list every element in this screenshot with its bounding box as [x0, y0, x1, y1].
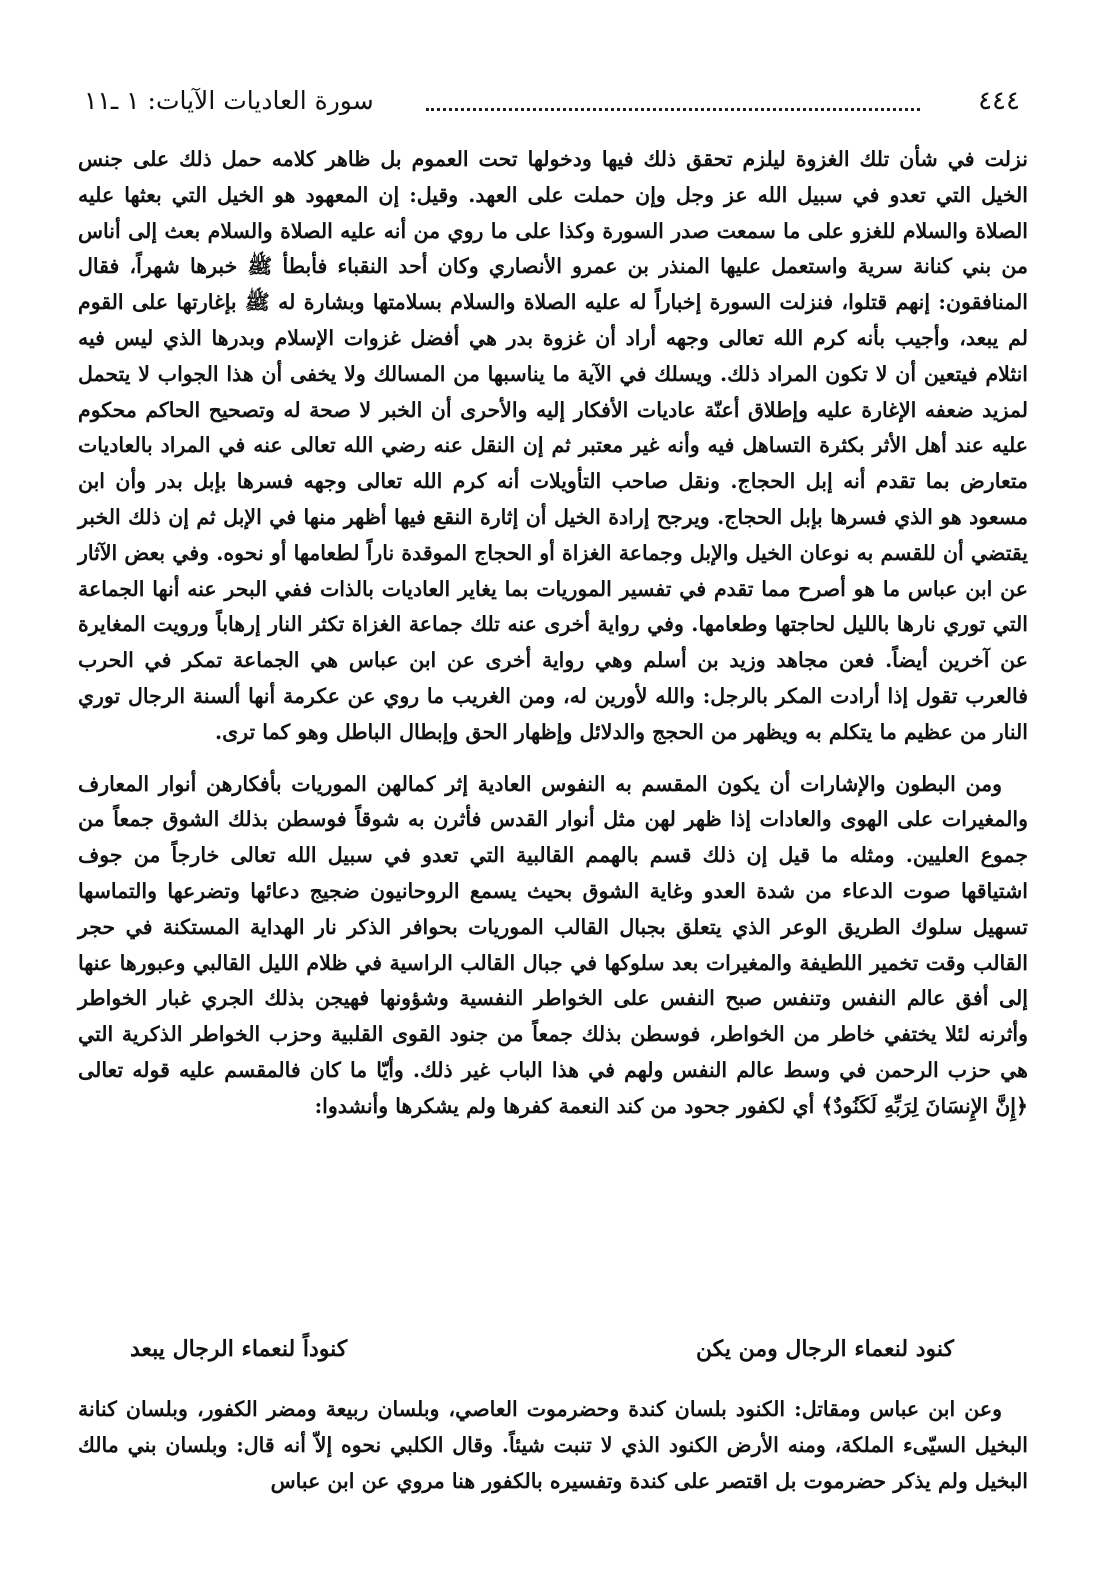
paragraph-1: نزلت في شأن تلك الغزوة ليلزم تحقق ذلك فيها ودخولها تحت العموم بل ظاهر كلامه حمل ذلك على جنس الخيل التي تعدو في سبيل الله عز وجل وإن حملت على العهد. وقيل: إن المعهود هو الخيل التي بعثها عليه الصلاة والسلام للغزو على ما سمعت صدر السورة وكذا على ما روي من أنه عليه الصلاة والسلام بعث إلى أناس من بني كنانة سرية واستعمل عليها المنذر بن عمرو الأنصاري وكان أحد النقباء فأبطأ ﷺ خبرها شهراً، فقال المنافقون: إنهم قتلوا، فنزلت السورة إخباراً له عليه الصلاة والسلام بسلامتها وبشارة له ﷺ بإغارتها على القوم لم يبعد، وأجيب بأنه كرم الله تعالى وجهه أراد أن غزوة بدر هي أفضل غزوات الإسلام وبدرها الذي ليس فيه انثلام فيتعين أن لا تكون المراد ذلك. ويسلك في الآية ما يناسبها من المسالك ولا يخفى أن هذا الجواب لا يتحمل لمزيد ضعفه الإغارة عليه وإطلاق أعنّة عاديات الأفكار إليه والأحرى أن الخبر لا صحة له وتصحيح الحاكم محكوم عليه عند أهل الأثر بكثرة التساهل فيه وأنه غير معتبر ثم إن النقل عنه رضي الله تعالى عنه في المراد بالعاديات متعارض بما تقدم أنه إبل الحجاج. ونقل صاحب التأويلات أنه كرم الله تعالى وجهه فسرها بإبل بدر وأن ابن مسعود هو الذي فسرها بإبل الحجاج. ويرجح إرادة الخيل أن إثارة النقع فيها أظهر منها في الإبل ثم إن ذلك الخبر يقتضي أن للقسم به نوعان الخيل والإبل وجماعة الغزاة أو الحجاج الموقدة ناراً لطعامها أو نحوه. وفي بعض الآثار عن ابن عباس ما هو أصرح مما تقدم في تفسير الموريات بما يغاير العاديات بالذات ففي البحر عنه أنها الجماعة التي توري نارها بالليل لحاجتها وطعامها. وفي رواية أخرى عنه تلك جماعة الغزاة تكثر النار إرهاباً ورويت المغايرة عن آخرين أيضاً. فعن مجاهد وزيد بن أسلم وهي رواية أخرى عن ابن عباس هي الجماعة تمكر في الحرب فالعرب تقول إذا أرادت المكر بالرجل: والله لأورين له، ومن الغريب ما روي عن عكرمة أنها ألسنة الرجال توري النار من عظيم ما يتكلم به ويظهر من الحجج والدلائل وإظهار الحق وإبطال الباطل وهو كما ترى.	[78, 147, 1028, 744]
verse-first-hemistich: كنود لنعماء الرجال ومن يكن	[695, 1336, 954, 1362]
quran-verse: ﴿إِنَّ الإِنسَانَ لِرَبِّهِ لَكَنُودٌ﴾	[821, 1093, 1028, 1118]
page-header	[78, 82, 1028, 122]
paragraph-2	[78, 767, 1028, 1125]
verse-second-hemistich: كنوداً لنعماء الرجال يبعد	[130, 1336, 348, 1362]
main-text	[78, 142, 1028, 1125]
poetry-verse	[130, 1330, 954, 1374]
running-title: سورة العاديات الآيات: ١ ـ١١	[84, 86, 374, 115]
closing-text	[78, 1392, 1028, 1499]
page-number: ٤٤٤	[978, 86, 1020, 116]
paragraph-2-text: ومن البطون والإشارات أن يكون المقسم به النفوس العادية إثر كمالهن الموريات بأفكارهن أنوار المعارف والمغيرات على الهوى والعادات إذا ظهر لهن مثل أنوار القدس فأثرن به شوقاً فوسطن بذلك الشوق جمعاً من جموع العليين. ومثله ما قيل إن ذلك قسم بالهمم القالبية التي تعدو في سبيل الله تعالى خارجاً من جوف اشتياقها صوت الدعاء من شدة العدو وغاية الشوق بحيث يسمع الروحانيون ضجيج دعائها وتضرعها والتماسها تسهيل سلوك الطريق الوعر الذي يتعلق بجبال القالب الموريات بحوافر الذكر نار الهداية المستكنة في حجر القالب وقت تخمير اللطيفة والمغيرات بعد سلوكها في جبال القالب الراسية في ظلام الليل القالبي وعبورها عنها إلى أفق عالم النفس وتنفس صبح النفس على الخواطر النفسية وشؤونها فهيجن بذلك الجري غبار الخواطر وأثرنه لئلا يختفي خاطر من الخواطر، فوسطن بذلك جمعاً من جنود القوى القلبية وحزب الخواطر الذكرية التي هي حزب الرحمن في وسط عالم النفس ولهم في هذا الباب غير ذلك. وأيّا ما كان فالمقسم عليه قوله تعالى	[78, 771, 1028, 1082]
paragraph-3: وعن ابن عباس ومقاتل: الكنود بلسان كندة وحضرموت العاصي، وبلسان ربيعة ومضر الكفور، وبلسان كنانة البخيل السيّىء الملكة، ومنه الأرض الكنود الذي لا تنبت شيئاً. وقال الكلبي نحوه إلاّ أنه قال: وبلسان بني مالك البخيل ولم يذكر حضرموت بل اقتصر على كندة وتفسيره بالكفور هنا مروي عن ابن عباس	[78, 1397, 1028, 1493]
paragraph-2-tail: أي لكفور جحود من كند النعمة كفرها ولم يشكرها وأنشدوا:	[314, 1093, 822, 1118]
dotted-leader	[426, 108, 920, 111]
